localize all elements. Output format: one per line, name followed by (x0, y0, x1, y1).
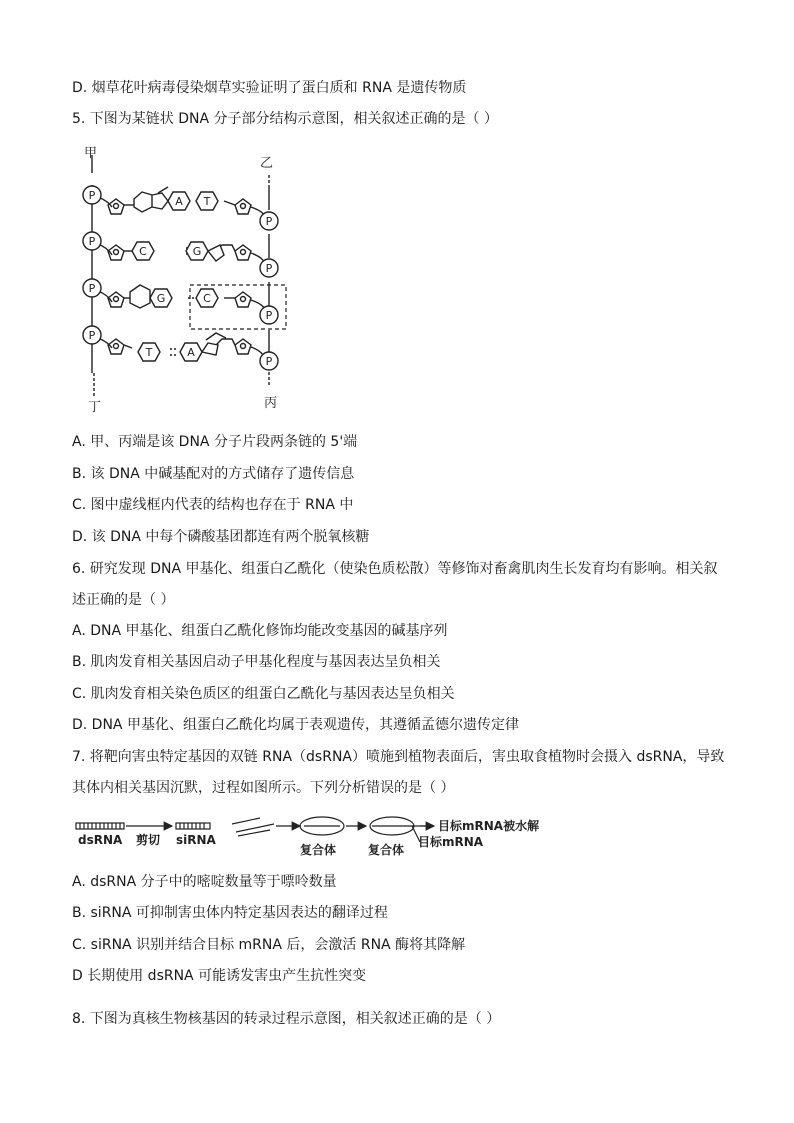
q7-stem-line1: 7. 将靶向害虫特定基因的双链 RNA（dsRNA）喷施到植物表面后，害虫取食植物时会摄入 dsRNA，导致 (72, 749, 725, 765)
q6-option-b: B. 肌肉发育相关基因启动子甲基化程度与基因表达呈负相关 (72, 654, 441, 670)
hydrolyzed-label: 目标mRNA被水解 (438, 819, 540, 833)
rnai-process-figure (74, 812, 554, 860)
base-label: C (139, 245, 147, 258)
complex1-label: 复合体 (300, 843, 337, 857)
q5-option-d: D. 该 DNA 中每个磷酸基团都连有两个脱氧核糖 (72, 529, 370, 545)
complex2-label: 复合体 (368, 843, 405, 857)
q6-stem-line1: 6. 研究发现 DNA 甲基化、组蛋白乙酰化（使染色质松散）等修饰对畜禽肌肉生长发育均有影响。相关叙 (72, 561, 718, 577)
end-label-bing: 丙 (264, 396, 278, 411)
sirna-label: siRNA (176, 833, 216, 847)
q7-option-b: B. siRNA 可抑制害虫体内特定基因表达的翻译过程 (72, 905, 388, 921)
target-mrna-label: 目标mRNA (418, 835, 484, 849)
phosphate-label: P (88, 235, 96, 248)
q4-option-d: D. 烟草花叶病毒侵染烟草实验证明了蛋白质和 RNA 是遗传物质 (72, 80, 467, 96)
q6-option-c: C. 肌肉发育相关染色质区的组蛋白乙酰化与基因表达呈负相关 (72, 686, 455, 702)
end-label-ding: 丁 (88, 400, 102, 415)
phosphate-label: P (88, 329, 96, 342)
end-label-jia: 甲 (84, 146, 98, 161)
base-label: C (203, 292, 211, 305)
q7-option-c: C. siRNA 识别并结合目标 mRNA 后，会激活 RNA 酶将其降解 (72, 937, 466, 953)
base-label: T (203, 195, 211, 208)
phosphate-label: P (265, 309, 273, 322)
q6-stem-line2: 述正确的是（ ） (72, 592, 175, 608)
q7-option-a: A. dsRNA 分子中的嘧啶数量等于嘌呤数量 (72, 874, 337, 890)
base-label: G (156, 292, 166, 305)
q6-option-a: A. DNA 甲基化、组蛋白乙酰化修饰均能改变基因的碱基序列 (72, 623, 448, 639)
q5-option-a: A. 甲、丙端是该 DNA 分子片段两条链的 5'端 (72, 434, 358, 450)
q5-option-b: B. 该 DNA 中碱基配对的方式储存了遗传信息 (72, 466, 355, 482)
q5-option-c: C. 图中虚线框内代表的结构也存在于 RNA 中 (72, 497, 354, 513)
dna-structure-figure (76, 145, 306, 420)
base-label: T (145, 346, 153, 359)
dsrna-label: dsRNA (78, 833, 123, 847)
phosphate-label: P (265, 215, 273, 228)
phosphate-label: P (88, 189, 96, 202)
end-label-yi: 乙 (260, 156, 274, 171)
q7-stem-line2: 其体内相关基因沉默，过程如图所示。下列分析错误的是（ ） (72, 780, 455, 796)
q6-option-d: D. DNA 甲基化、组蛋白乙酰化均属于表观遗传，其遵循孟德尔遗传定律 (72, 717, 519, 733)
phosphate-label: P (265, 262, 273, 275)
phosphate-label: P (265, 355, 273, 368)
base-label: G (192, 245, 202, 258)
q5-stem: 5. 下图为某链状 DNA 分子部分结构示意图，相关叙述正确的是（ ） (72, 111, 498, 127)
q7-option-d: D 长期使用 dsRNA 可能诱发害虫产生抗性突变 (72, 968, 367, 984)
base-label: A (175, 195, 183, 208)
cut-label: 剪切 (136, 833, 161, 847)
q8-stem: 8. 下图为真核生物核基因的转录过程示意图，相关叙述正确的是（ ） (72, 1011, 501, 1027)
base-label: A (187, 346, 195, 359)
phosphate-label: P (88, 282, 96, 295)
